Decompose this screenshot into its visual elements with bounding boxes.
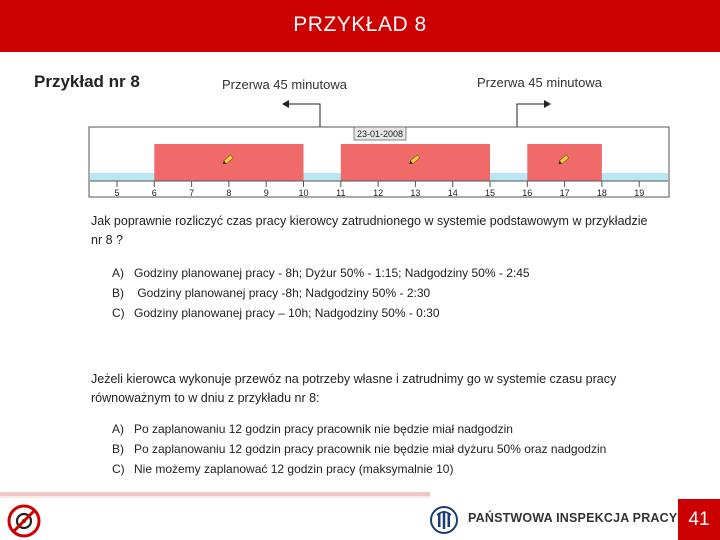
hour-tick-label: 12 — [373, 188, 384, 198]
question-1-line-1: Jak poprawnie rozliczyć czas pracy kierowcy zatrudnionego w systemie podstawowym w przykładzie — [91, 214, 648, 228]
hour-tick-label: 19 — [634, 188, 645, 198]
question-1-line-2: nr 8 ? — [91, 233, 123, 247]
question-2-line-2: równoważnym to w dniu z przykładu nr 8: — [91, 391, 320, 405]
question-2-option-c — [112, 460, 453, 479]
option-text: Godziny planowanej pracy – 10h; Nadgodziny 50% - 0:30 — [134, 306, 440, 320]
option-letter: B) — [112, 442, 124, 456]
question-1-option-b — [112, 284, 430, 303]
example-heading: Przykład nr 8 — [34, 72, 140, 91]
option-letter: C) — [112, 462, 125, 476]
hour-tick-label: 5 — [114, 188, 120, 198]
work-block — [154, 144, 303, 181]
option-text: Nie możemy zaplanować 12 godzin pracy (maksymalnie 10) — [134, 462, 454, 476]
option-text: Godziny planowanej pracy -8h; Nadgodziny 50% - 2:30 — [134, 286, 431, 300]
hour-tick-label: 9 — [263, 188, 269, 198]
page-number: 41 — [678, 499, 720, 540]
org-name: PAŃSTWOWA INSPEKCJA PRACY — [468, 511, 678, 525]
option-text: Po zaplanowaniu 12 godzin pracy pracownik nie będzie miał dyżuru 50% oraz nadgodzin — [134, 442, 607, 456]
work-block — [527, 144, 602, 181]
hour-tick-label: 15 — [484, 188, 496, 198]
hour-tick-label: 8 — [226, 188, 232, 198]
question-1-option-c — [112, 304, 440, 323]
pip-emblem-icon — [429, 505, 459, 535]
question-2-line-1: Jeżeli kierowca wykonuje przewóz na potrzeby własne i zatrudnimy go w systemie czasu pracy — [91, 372, 617, 386]
break-label-left: Przerwa 45 minutowa — [222, 77, 347, 92]
question-2-option-a — [112, 420, 513, 439]
hour-tick-label: 6 — [151, 188, 157, 198]
hour-tick-label: 16 — [522, 188, 533, 198]
hour-tick-label: 13 — [410, 188, 421, 198]
no-driving-icon — [6, 503, 42, 539]
hour-tick-label: 18 — [596, 188, 607, 198]
question-2-option-b — [112, 440, 606, 459]
option-letter: A) — [112, 422, 124, 436]
footer-divider-shadow — [0, 496, 430, 498]
title-bar — [0, 0, 720, 52]
option-letter: C) — [112, 306, 125, 320]
work-timeline — [88, 92, 672, 202]
option-text: Po zaplanowaniu 12 godzin pracy pracownik nie będzie miał nadgodzin — [134, 422, 513, 436]
hour-tick-label: 7 — [189, 188, 195, 198]
option-text: Godziny planowanej pracy - 8h; Dyżur 50% - 1:15; Nadgodziny 50% - 2:45 — [134, 266, 530, 280]
date-label: 23-01-2008 — [356, 129, 404, 139]
option-letter: B) — [112, 286, 124, 300]
slide-title: PRZYKŁAD 8 — [293, 13, 427, 36]
work-block — [341, 144, 490, 181]
hour-tick-label: 11 — [336, 188, 346, 198]
hour-tick-label: 10 — [298, 188, 309, 198]
break-label-right: Przerwa 45 minutowa — [477, 75, 602, 90]
hour-tick-label: 17 — [559, 188, 570, 198]
option-letter: A) — [112, 266, 124, 280]
hour-tick-label: 14 — [447, 188, 458, 198]
question-1-option-a — [112, 264, 530, 283]
